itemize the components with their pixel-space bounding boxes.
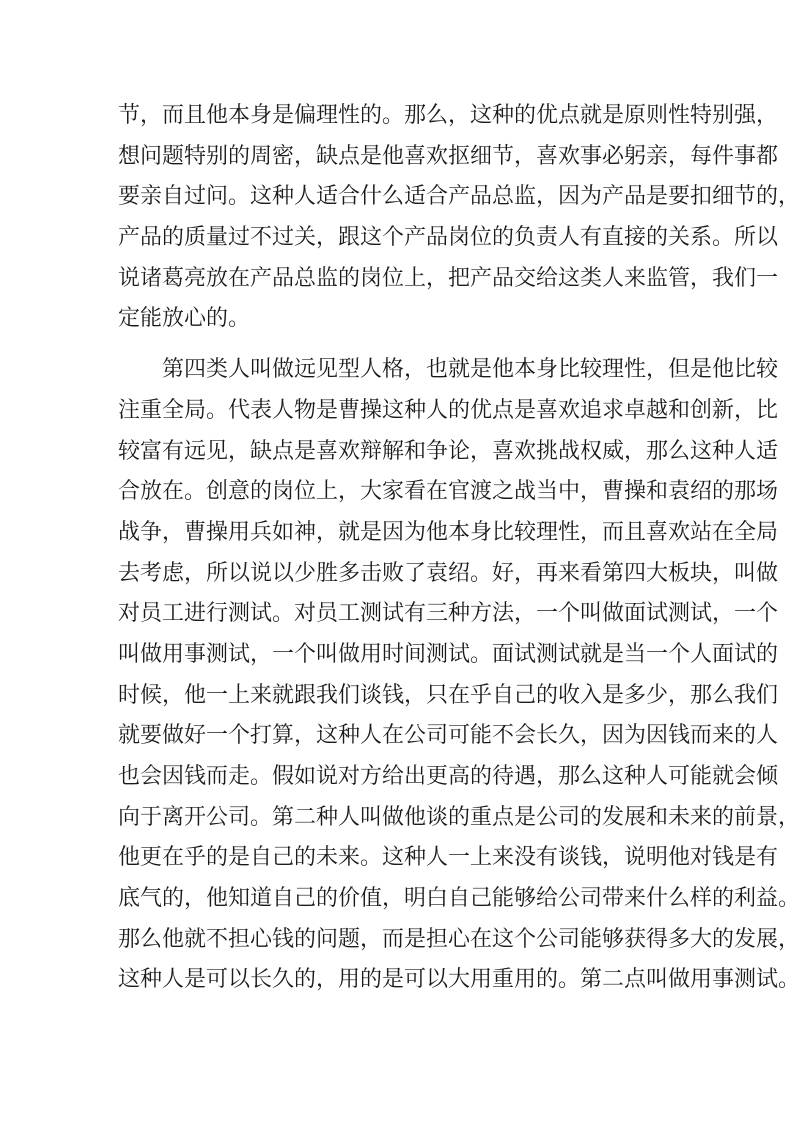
text-line: 底气的，他知道自己的价值，明白自己能够给公司带来什么样的利益。 bbox=[118, 886, 800, 912]
text-line: 战争，曹操用兵如神，就是因为他本身比较理性，而且喜欢站在全局 bbox=[118, 519, 779, 545]
text-line: 产品的质量过不过关，跟这个产品岗位的负责人有直接的关系。所以 bbox=[118, 225, 779, 251]
text-line: 第四类人叫做远见型人格，也就是他本身比较理性，但是他比较 bbox=[162, 357, 779, 383]
text-line: 想问题特别的周密，缺点是他喜欢抠细节，喜欢事必躬亲，每件事都 bbox=[118, 143, 779, 169]
text-line: 要亲自过问。这种人适合什么适合产品总监，因为产品是要扣细节的， bbox=[118, 184, 800, 210]
text-line: 那么他就不担心钱的问题，而是担心在这个公司能够获得多大的发展， bbox=[118, 926, 800, 952]
text-line: 对员工进行测试。对员工测试有三种方法，一个叫做面试测试，一个 bbox=[118, 601, 779, 627]
text-line: 这种人是可以长久的，用的是可以大用重用的。第二点叫做用事测试。 bbox=[118, 967, 800, 993]
text-line: 他更在乎的是自己的未来。这种人一上来没有谈钱，说明他对钱是有 bbox=[118, 845, 779, 871]
text-line: 就要做好一个打算，这种人在公司可能不会长久，因为因钱而来的人 bbox=[118, 723, 779, 749]
text-line: 合放在。创意的岗位上，大家看在官渡之战当中，曹操和袁绍的那场 bbox=[118, 479, 779, 505]
body-text bbox=[118, 96, 800, 1001]
text-line: 叫做用事测试，一个叫做用时间测试。面试测试就是当一个人面试的 bbox=[118, 641, 779, 667]
paragraph-1 bbox=[118, 96, 800, 340]
text-line: 较富有远见，缺点是喜欢辩解和争论，喜欢挑战权威，那么这种人适 bbox=[118, 438, 779, 464]
text-line: 说诸葛亮放在产品总监的岗位上，把产品交给这类人来监管，我们一 bbox=[118, 265, 779, 291]
text-line: 去考虑，所以说以少胜多击败了袁绍。好，再来看第四大板块，叫做 bbox=[118, 560, 779, 586]
text-line: 也会因钱而走。假如说对方给出更高的待遇，那么这种人可能就会倾 bbox=[118, 764, 779, 789]
text-line: 向于离开公司。第二种人叫做他谈的重点是公司的发展和未来的前景， bbox=[118, 804, 800, 830]
text-line: 注重全局。代表人物是曹操这种人的优点是喜欢追求卓越和创新，比 bbox=[118, 397, 779, 423]
text-line: 定能放心的。 bbox=[118, 306, 251, 332]
paragraph-gap bbox=[118, 340, 686, 350]
text-line: 节，而且他本身是偏理性的。那么，这种的优点就是原则性特别强， bbox=[118, 103, 779, 128]
text-line: 时候，他一上来就跟我们谈钱，只在乎自己的收入是多少，那么我们 bbox=[118, 682, 779, 708]
paragraph-2 bbox=[118, 350, 800, 1001]
